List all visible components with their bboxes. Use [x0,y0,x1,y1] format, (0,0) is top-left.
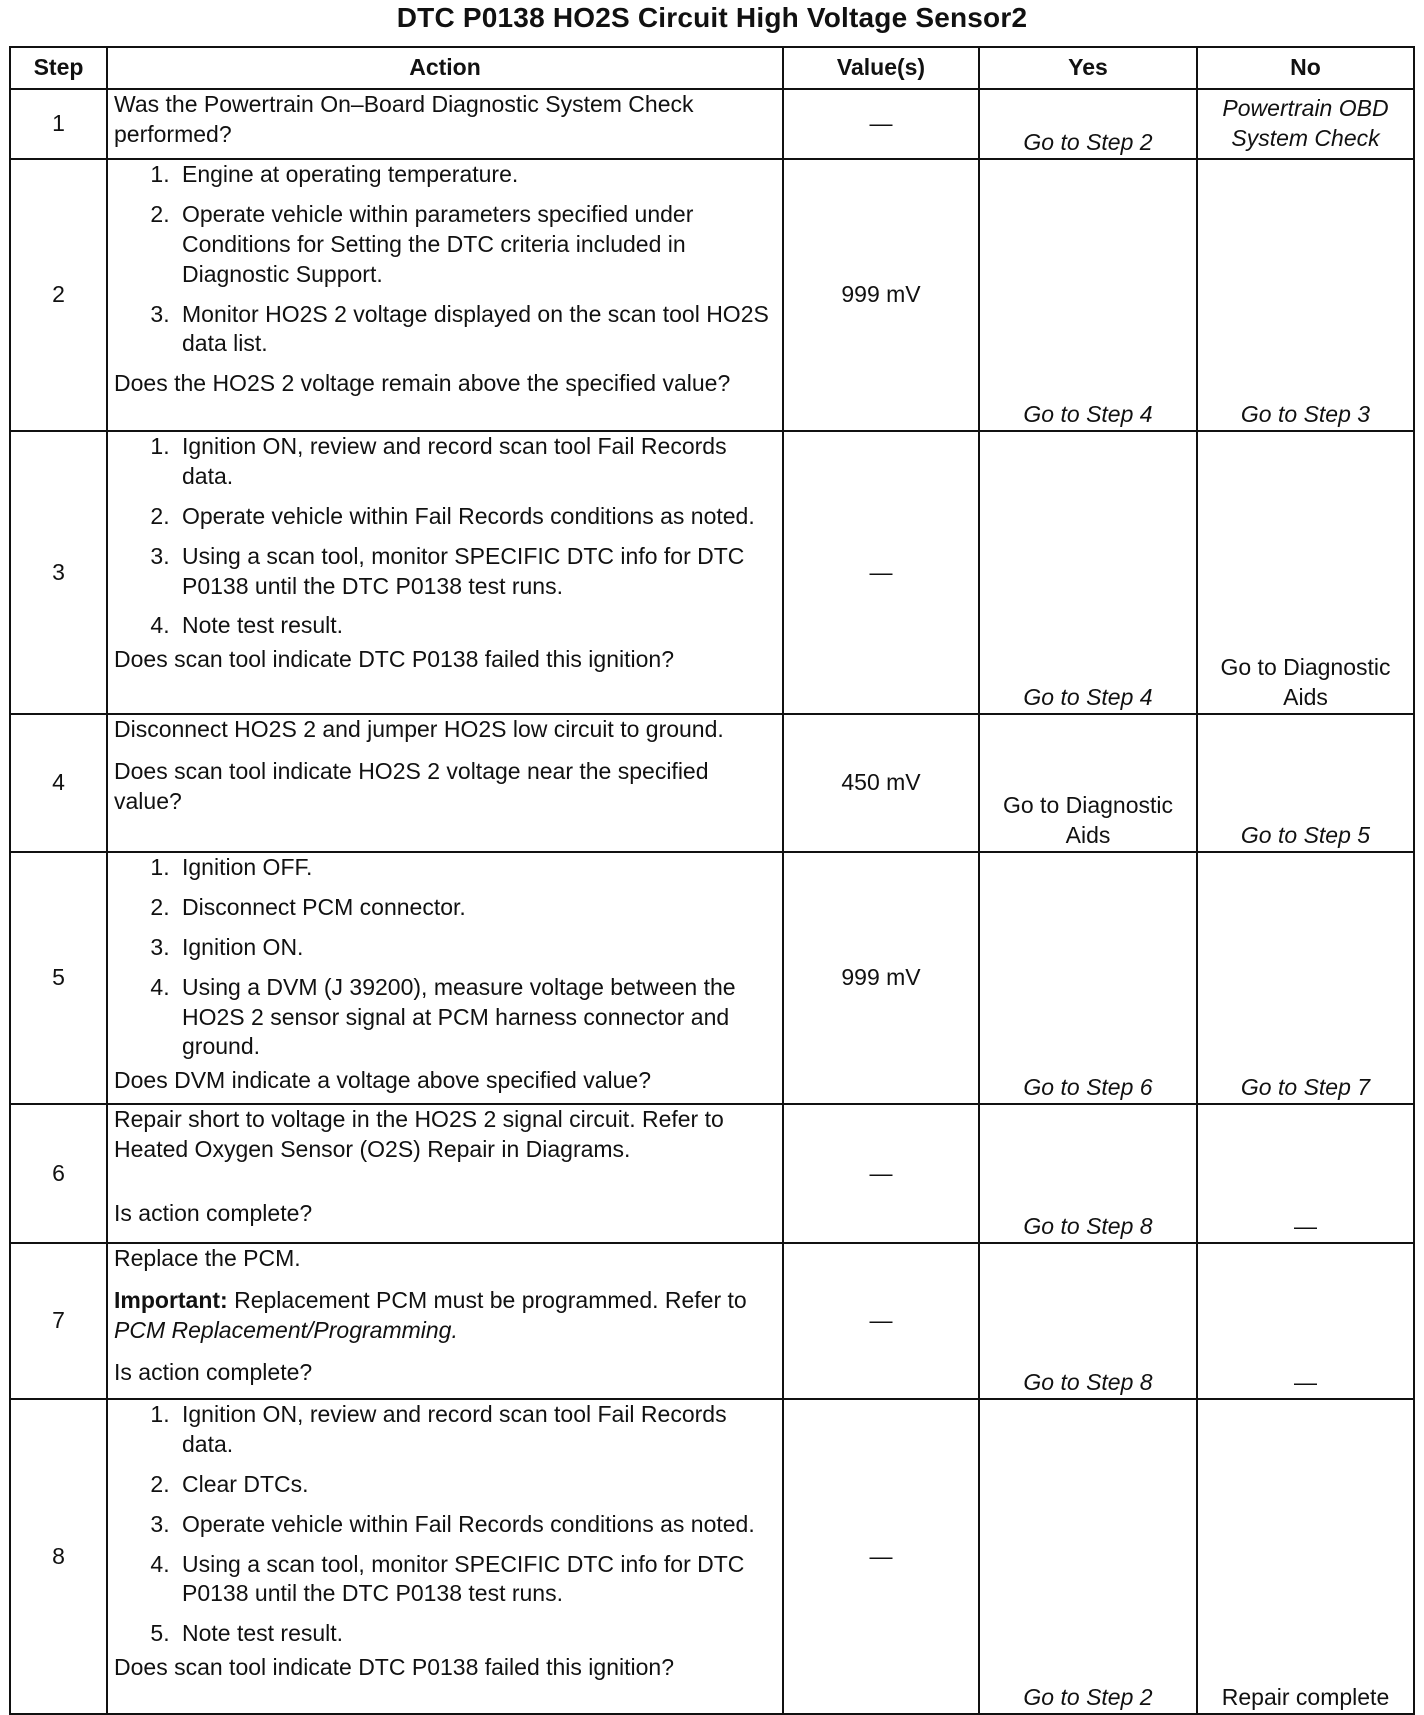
yes-cell: Go to Diagnostic Aids [979,714,1197,852]
action-question: Does DVM indicate a voltage above specified value? [114,1067,651,1094]
action-steps-list [114,432,776,641]
table-row [10,1399,1414,1714]
yes-cell: Go to Step 8 [979,1243,1197,1399]
value-cell: 450 mV [783,714,979,852]
header-step: Step [10,47,107,89]
action-question: Does scan tool indicate HO2S 2 voltage near the specified value? [114,757,709,814]
action-step: 3. Ignition ON. [176,933,776,963]
action-cell [107,1399,783,1714]
table-row [10,431,1414,714]
no-cell: — [1197,1243,1414,1399]
action-step: 2. Operate vehicle within Fail Records conditions as noted. [176,502,776,532]
step-number: 4 [10,714,107,852]
action-steps-list [114,160,776,359]
action-step: 3. Operate vehicle within Fail Records conditions as noted. [176,1510,776,1540]
yes-cell: Go to Step 4 [979,159,1197,431]
action-step: 1. Ignition ON, review and record scan tool Fail Records data. [176,1400,776,1460]
table-row [10,1243,1414,1399]
diagnostic-table [9,46,1415,1715]
value-cell: 999 mV [783,852,979,1104]
yes-cell: Go to Step 2 [979,1399,1197,1714]
yes-cell: Go to Step 8 [979,1104,1197,1243]
table-row [10,1104,1414,1243]
step-number: 2 [10,159,107,431]
table-row [10,89,1414,159]
table-row [10,714,1414,852]
header-no: No [1197,47,1414,89]
action-question: Does scan tool indicate DTC P0138 failed this ignition? [114,1654,674,1681]
no-cell: Go to Step 3 [1197,159,1414,431]
action-question: Is action complete? [114,1199,313,1226]
action-step: 3. Monitor HO2S 2 voltage displayed on the scan tool HO2S data list. [176,300,776,360]
important-label: Important: [114,1286,228,1313]
action-text: Repair short to voltage in the HO2S 2 signal circuit. Refer to Heated Oxygen Sensor (O2S) Repair in Diagrams. [114,1106,724,1162]
action-cell [107,1104,783,1243]
yes-cell: Go to Step 2 [979,89,1197,159]
action-cell [107,159,783,431]
step-number: 5 [10,852,107,1104]
action-question: Does the HO2S 2 voltage remain above the specified value? [114,370,731,397]
action-question: Was the Powertrain On–Board Diagnostic System Check performed? [114,91,694,147]
no-cell: Go to Diagnostic Aids [1197,431,1414,714]
action-question: Does scan tool indicate DTC P0138 failed this ignition? [114,646,674,673]
action-steps-list [114,1400,776,1649]
action-step: 2. Clear DTCs. [176,1470,776,1500]
action-text: Disconnect HO2S 2 and jumper HO2S low circuit to ground. [114,716,724,742]
header-action: Action [107,47,783,89]
step-number: 1 [10,89,107,159]
step-number: 7 [10,1243,107,1399]
value-cell: — [783,1399,979,1714]
no-cell: — [1197,1104,1414,1243]
action-step: 1. Engine at operating temperature. [176,160,776,190]
action-question: Is action complete? [114,1358,313,1385]
value-cell: 999 mV [783,159,979,431]
action-step: 4. Note test result. [176,611,776,641]
action-cell [107,852,783,1104]
step-number: 6 [10,1104,107,1243]
value-cell: — [783,1243,979,1399]
header-row [10,47,1414,89]
action-step: 1. Ignition ON, review and record scan tool Fail Records data. [176,432,776,492]
header-yes: Yes [979,47,1197,89]
action-cell [107,1243,783,1399]
no-cell: Powertrain OBD System Check [1197,89,1414,159]
action-cell [107,89,783,159]
no-cell: Go to Step 7 [1197,852,1414,1104]
action-step: 4. Using a DVM (J 39200), measure voltage between the HO2S 2 sensor signal at PCM harness connector and ground. [176,973,776,1063]
action-steps-list [114,853,776,1062]
value-cell: — [783,89,979,159]
action-step: 2. Operate vehicle within parameters specified under Conditions for Setting the DTC criteria included in Diagnostic Support. [176,200,776,290]
yes-cell: Go to Step 6 [979,852,1197,1104]
yes-cell: Go to Step 4 [979,431,1197,714]
action-step: 3. Using a scan tool, monitor SPECIFIC DTC info for DTC P0138 until the DTC P0138 test runs. [176,542,776,602]
step-number: 3 [10,431,107,714]
header-values: Value(s) [783,47,979,89]
no-cell: Repair complete [1197,1399,1414,1714]
action-step: 2. Disconnect PCM connector. [176,893,776,923]
no-cell: Go to Step 5 [1197,714,1414,852]
table-row [10,852,1414,1104]
important-reference: PCM Replacement/Programming. [114,1316,458,1343]
action-step: 5. Note test result. [176,1619,776,1649]
action-cell [107,431,783,714]
action-text: Replace the PCM. [114,1245,301,1271]
table-row [10,159,1414,431]
action-step: 1. Ignition OFF. [176,853,776,883]
important-note [114,1286,776,1346]
page-title: DTC P0138 HO2S Circuit High Voltage Sensor2 [396,2,1028,33]
value-cell: — [783,1104,979,1243]
action-cell [107,714,783,852]
action-step: 4. Using a scan tool, monitor SPECIFIC DTC info for DTC P0138 until the DTC P0138 test runs. [176,1550,776,1610]
step-number: 8 [10,1399,107,1714]
value-cell: — [783,431,979,714]
important-text: Replacement PCM must be programmed. Refer to [227,1286,747,1313]
